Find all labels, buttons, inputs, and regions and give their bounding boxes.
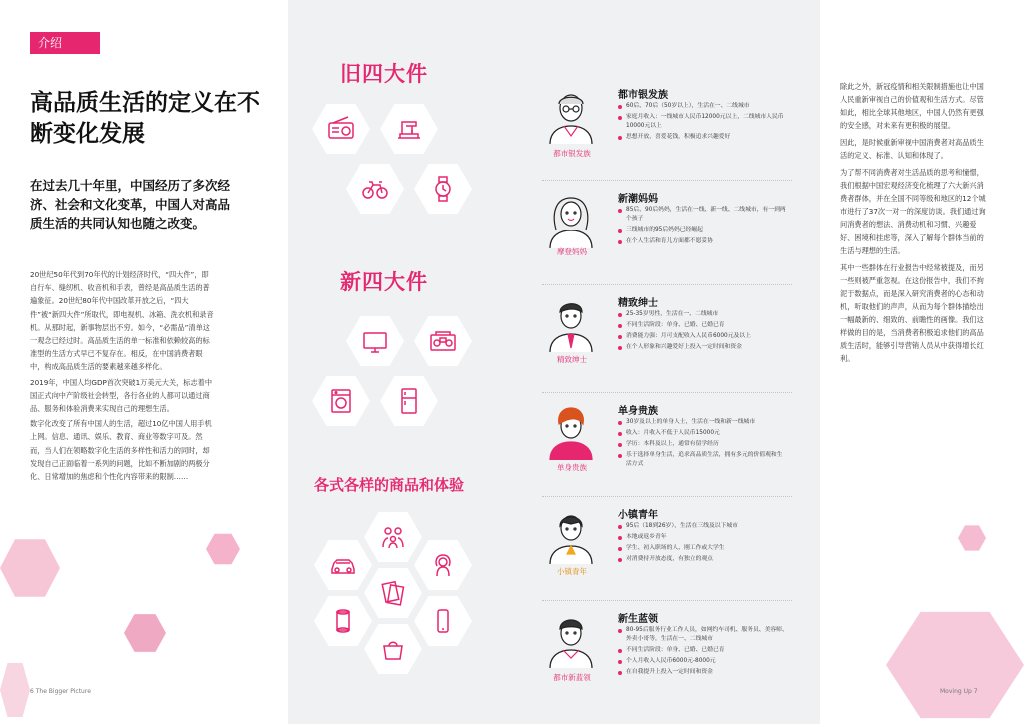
avatar-label: 单身贵族 (557, 463, 587, 472)
persona-card (542, 402, 792, 498)
persona-item: 个人月收入人民币6000元-8000元 (618, 657, 788, 666)
persona-item: 85后、90后妈妈，生活在一线、新一线、二线城市，有一到两个孩子 (618, 206, 788, 224)
deco-hex (206, 532, 240, 566)
right-paragraph: 其中一些群体在行业报告中经常被提及，而另一些则被严重忽视。在这份报告中，我们不拘泥于数据点，而是深入研究消费者的心态和动机，听取他们的声声，从而为每个群体描绘出一幅最新的、细致的、前瞻性的画像。我们这样做的目的是，当消费者积极追求他们的高品质生活时，能够引导营销人员从中获得增长红利。 (840, 263, 984, 363)
right-paragraph: 除此之外，新冠疫情和相关限制措施也让中国人民重新审视自己的价值观和生活方式。尽管如此，相比全球其他地区，中国人仍然有更强的安全感，对未来有更积极的展望。 (840, 82, 984, 130)
avatar-label: 都市新蓝领 (553, 673, 591, 682)
persona-list (618, 418, 788, 471)
persona-item: 学历：本科及以上，通常有留学经历 (618, 440, 788, 449)
right-column-text (840, 80, 990, 369)
persona-title: 单身贵族 (618, 406, 658, 417)
persona-item: 25-35岁男性，生活在一、二线城市 (618, 310, 788, 319)
deco-hex (0, 660, 30, 720)
persona-item: 在个人生活和育儿方面都不愿妥协 (618, 237, 788, 246)
persona-item: 家庭月收入：一线城市人民币12000元以上，二线城市人民币10000元以上 (618, 113, 788, 131)
blue-collar-avatar-icon (542, 610, 600, 670)
persona-item: 乐于选择单身生活，追求高品质生活，拥有多元的价值观和生活方式 (618, 451, 788, 469)
avatar-label: 摩登妈妈 (557, 247, 587, 256)
persona-list (618, 310, 788, 354)
divider (542, 600, 792, 601)
persona-card (542, 506, 792, 600)
persona-item: 95后（18到26岁），生活在三线及以下城市 (618, 522, 788, 531)
lead-paragraph: 在过去几十年里，中国经历了多次经济、社会和文化变革，中国人对高品质生活的共同认知也随之改变。 (30, 178, 231, 231)
various-title: 各式各样的商品和体验 (314, 476, 465, 494)
avatar-label: 都市银发族 (553, 149, 591, 158)
persona-list (618, 522, 788, 566)
persona-title: 都市银发族 (618, 90, 668, 101)
divider (542, 180, 792, 181)
divider (542, 496, 792, 497)
persona-card (542, 610, 792, 710)
persona-item: 在自我提升上投入一定时间和资金 (618, 668, 788, 677)
mother-avatar-icon (542, 190, 600, 250)
avatar-label: 小镇青年 (557, 567, 587, 576)
single-avatar-icon (542, 402, 600, 462)
persona-card (542, 86, 792, 176)
gentleman-avatar-icon (542, 294, 600, 354)
deco-hex (958, 524, 986, 552)
divider (542, 284, 792, 285)
persona-item: 60后、70后（50岁以上），生活在一、二线城市 (618, 102, 788, 111)
persona-item: 30岁及以上的单身人士，生活在一线和新一线城市 (618, 418, 788, 427)
deco-hex (0, 536, 60, 600)
senior-avatar-icon (542, 86, 600, 146)
new-four-title: 新四大件 (340, 270, 428, 294)
persona-item: 收入：月收入不低于人民币15000元 (618, 429, 788, 438)
deco-hex (886, 606, 1024, 724)
persona-title: 新潮妈妈 (618, 194, 658, 205)
persona-item: 对消费持开放态度，有独立的观点 (618, 555, 788, 564)
page-title: 高品质生活的定义在不断变化发展 (30, 90, 260, 147)
avatar-label: 精致绅士 (557, 355, 587, 364)
persona-item: 思想开放，喜爱花钱，积极追求兴趣爱好 (618, 133, 788, 142)
old-four-title: 旧四大件 (340, 62, 428, 86)
right-paragraph: 为了帮不同消费者对生活品质的思考和憧憬，我们根据中国宏观经济变化梳理了六大新兴消费者群体，并在全国不同等级和地区的12个城市进行了37次一对一的深度访谈。我们通过询问消费者的想法、消费动机和习惯、兴趣爱好、困境和挂虑等，深入了解每个群体当前的生活与理想的生活。 (840, 168, 986, 255)
persona-title: 精致绅士 (618, 298, 658, 309)
persona-item: 80-95后服务行业工作人员，如网约车司机、服务员、美容师、外卖小哥等，生活在一、二线城市 (618, 626, 788, 644)
persona-title: 新生蓝领 (618, 614, 658, 625)
body-text (30, 268, 215, 485)
persona-list (618, 206, 788, 248)
section-tag: 介绍 (30, 32, 100, 54)
persona-item: 三线城市的95后妈妈已经崛起 (618, 226, 788, 235)
persona-title: 小镇青年 (618, 510, 658, 521)
persona-list (618, 102, 788, 144)
persona-card (542, 294, 792, 390)
body-paragraph: 20世纪50年代到70年代的计划经济时代，“四大件”，即自行车、缝纫机、收音机和手表，曾经是高品质生活的普遍象征。20世纪80年代中国改革开放之后，“四大件”被“新四大件”所取代，即电视机、冰箱、洗衣机和录音机。从那时起，新事物层出不穷。如今，“必需品”清单这一观念已经过时。高品质生活的单一标准和依赖较高的标准型的生活方式早已不复存在。相反，在中国消费者眼中，构成高品质生活的要素越来越多样化。 (30, 270, 214, 372)
youth-avatar-icon (542, 506, 600, 566)
persona-list (618, 626, 788, 679)
footer-right: Moving Up 7 (940, 688, 978, 695)
deco-hex (124, 612, 166, 654)
persona-item: 学生、初入职场的人、刚工作或大学生 (618, 544, 788, 553)
body-paragraph: 数字化改变了所有中国人的生活，超过10亿中国人用手机上网。信息、通讯、娱乐、教育、商业等数字可及。然而，当人们在领略数字化生活的多样性和活力的同时，却发现自己正面临着一系列的问题，比如不断加剧的两极分化、日常增加的焦虑和个性化内容带来的限制…… (30, 419, 212, 482)
persona-item: 消费能力强：月可支配收入人民币6000元及以上 (618, 332, 788, 341)
footer-left: 6 The Bigger Picture (30, 688, 91, 695)
persona-card (542, 190, 792, 280)
persona-item: 不同生活阶段：单身、已婚、已婚已育 (618, 321, 788, 330)
right-paragraph: 因此，是时候重新审视中国消费者对高品质生活的定义、标准、认知和体现了。 (840, 138, 984, 160)
persona-item: 本地或返乡青年 (618, 533, 788, 542)
divider (542, 392, 792, 393)
body-paragraph: 2019年，中国人均GDP首次突破1万美元大关，标志着中国正式向中产阶级社会转型，各行各业的人都可以通过商品、服务和体验消费来实现自己的理想生活。 (30, 377, 213, 414)
persona-item: 在个人形象和兴趣爱好上投入一定时间和资金 (618, 343, 788, 352)
persona-item: 不同生活阶段：单身、已婚、已婚已育 (618, 646, 788, 655)
